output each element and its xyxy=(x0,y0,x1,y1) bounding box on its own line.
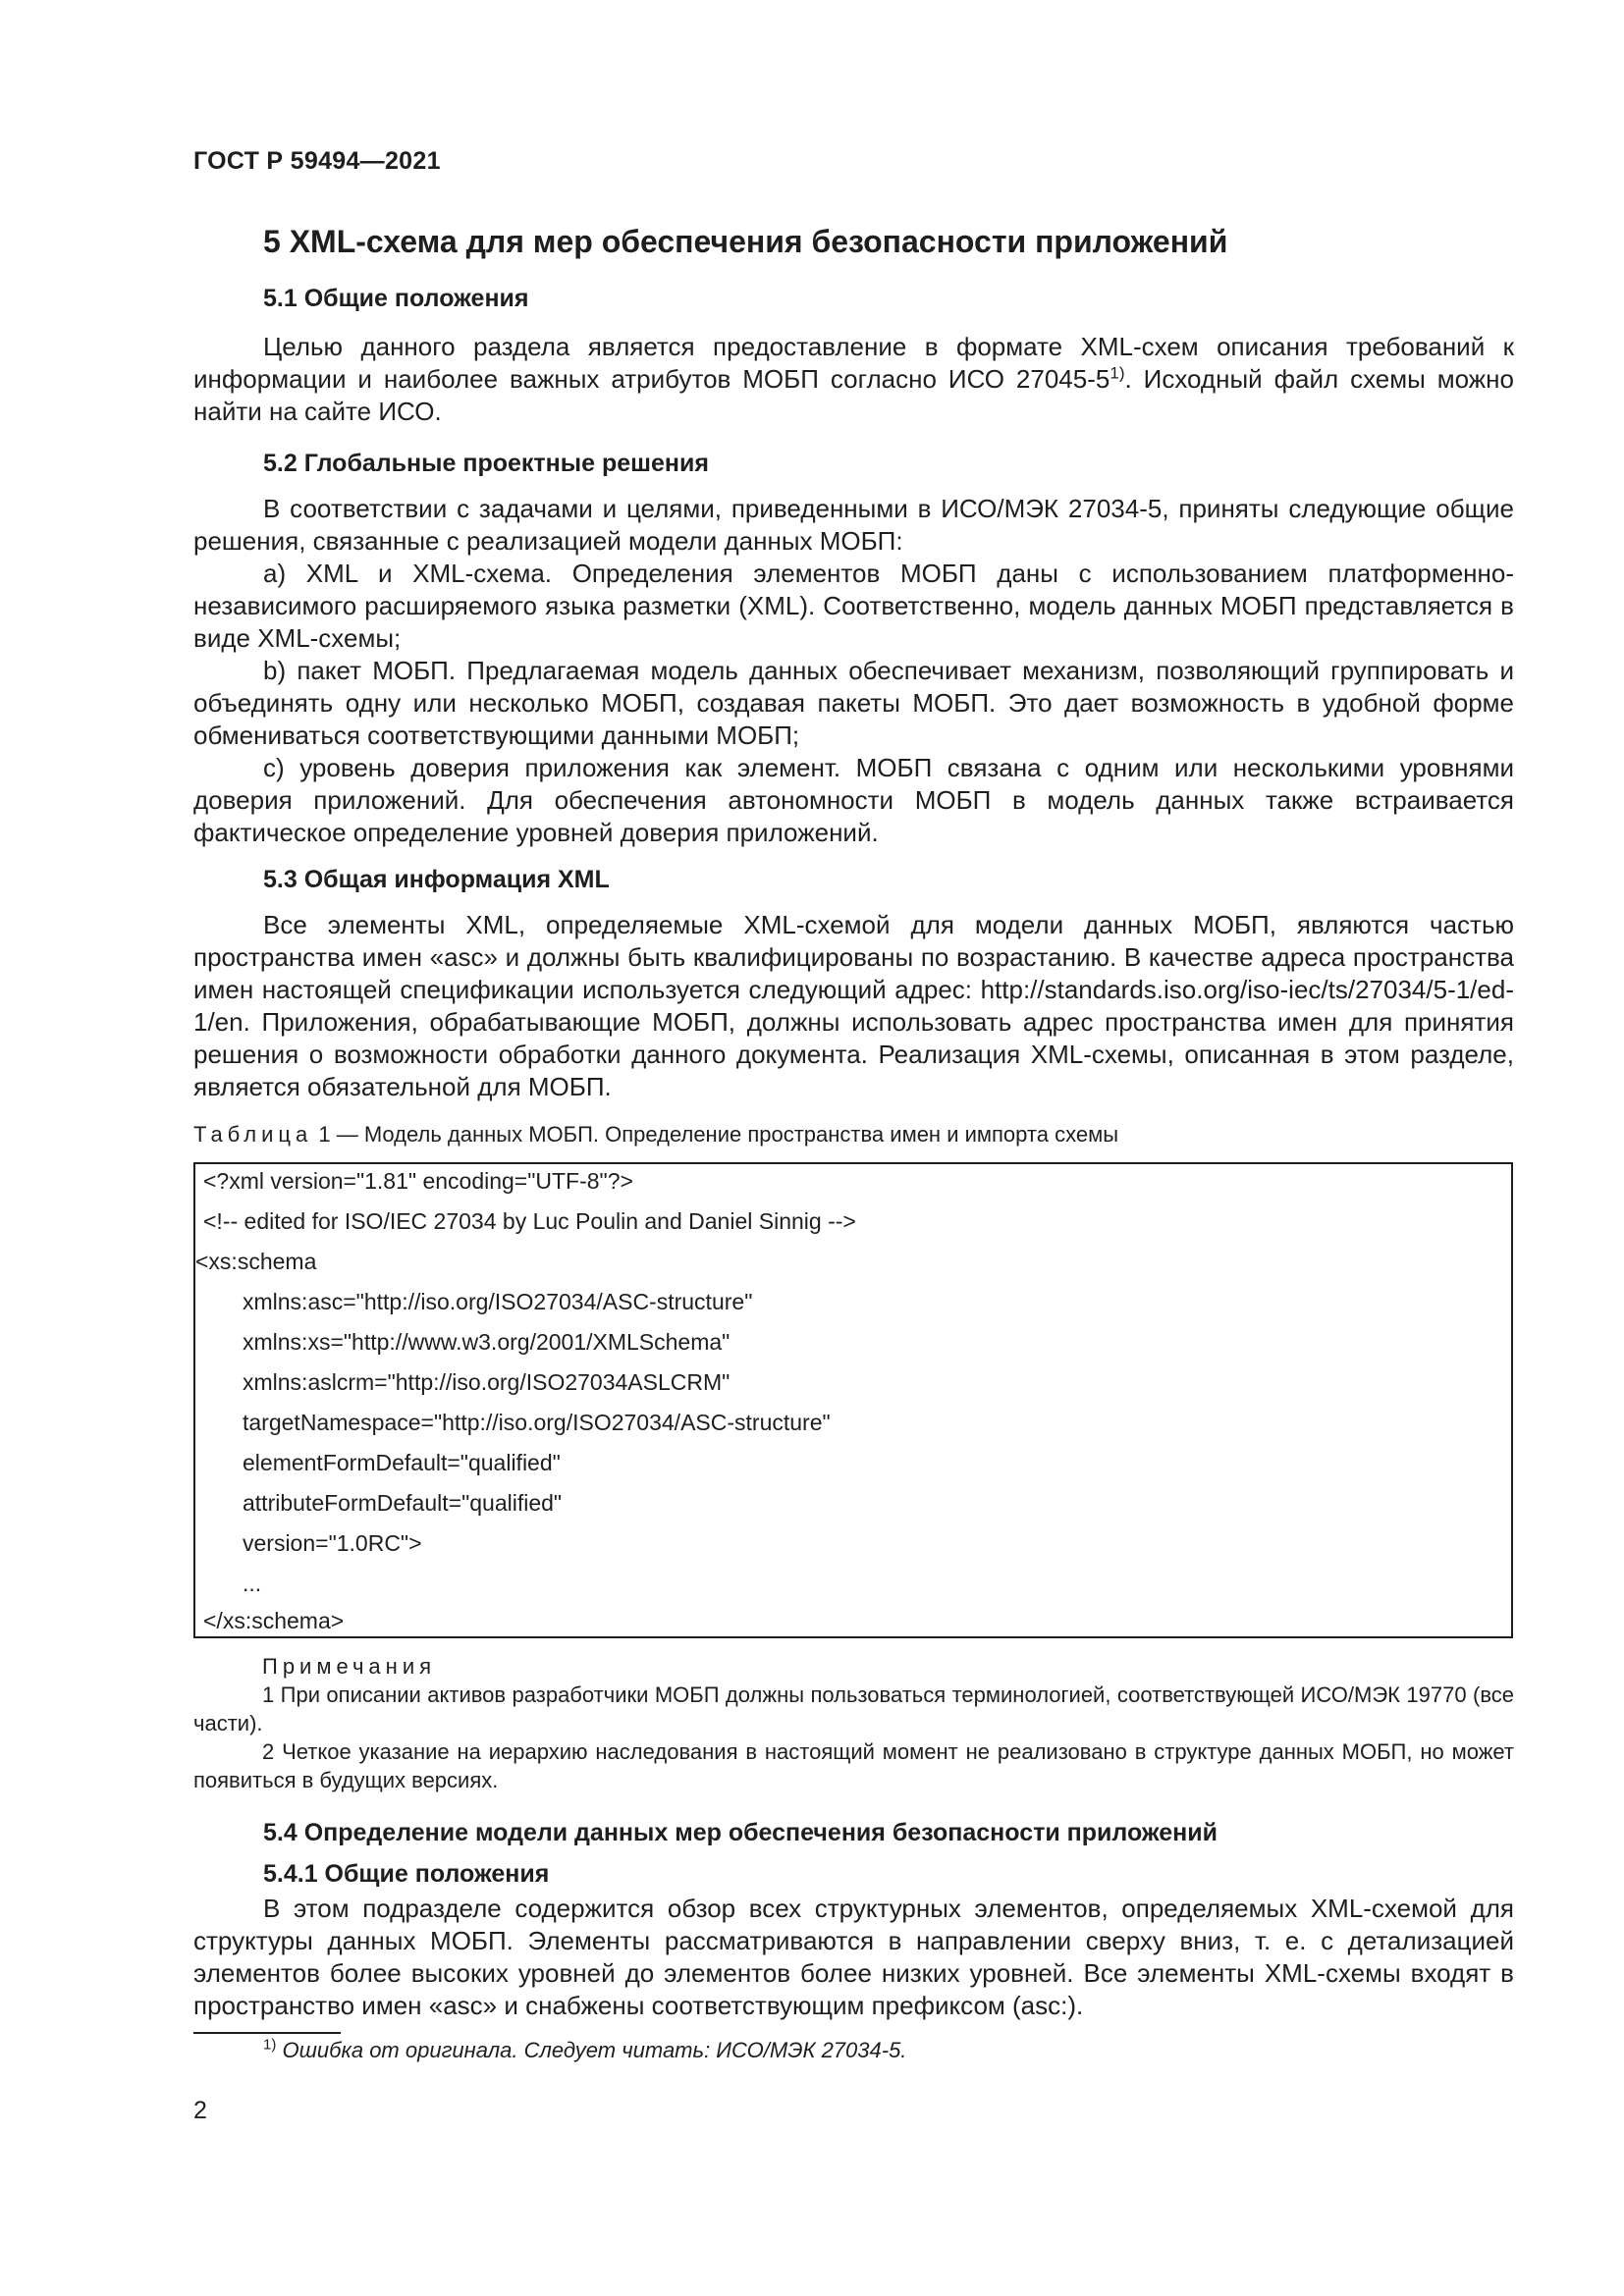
note-1: 1 При описании активов разработчики МОБП должны пользоваться терминологией, соответствующей ИСО/МЭК 19770 (все части). xyxy=(193,1682,1514,1735)
subsection-5-2-item-c: c) уровень доверия приложения как элемент. МОБП связана с одним или несколькими уровнями доверия приложений. Для обеспечения автономности МОБП в модель данных также встраивается фактическое определение уровней доверия приложений. xyxy=(193,753,1514,847)
table-caption-text: 1 — Модель данных МОБП. Определение пространства имен и импорта схемы xyxy=(312,1122,1119,1147)
subsection-5-1-title: 5.1 Общие положения xyxy=(263,285,529,312)
subsection-5-3-paragraph: Все элементы XML, определяемые XML-схемой для модели данных МОБП, являются частью пространства имен «asc» и должны быть квалифицированы по возрастанию. В качестве адреса пространства имен настоящей спецификации используется следующий адрес: http://standards.iso.org/iso-iec/ts/27034/5-1/ed-1/en. Приложения, обрабатывающие МОБП, должны использовать адрес пространства имен для принятия решения о возможности обработки данного документа. Реализация XML-схемы, описанная в этом разделе, является обязательной для МОБП. xyxy=(193,910,1514,1101)
code-line: targetNamespace="http://iso.org/ISO27034/ASC-structure" xyxy=(243,1410,831,1435)
footnote-marker: 1) xyxy=(263,2036,277,2054)
note-2: 2 Четкое указание на иерархию наследования в настоящий момент не реализовано в структуре данных МОБП, но может появиться в будущих версиях. xyxy=(193,1739,1514,1792)
code-line: <xs:schema xyxy=(195,1249,317,1274)
table-caption-label: Таблица xyxy=(193,1122,313,1147)
s51-text-part2: . Исходный файл схемы можно найти на сайте ИСО. xyxy=(193,364,1514,426)
code-line: </xs:schema> xyxy=(203,1608,345,1633)
xml-schema-table xyxy=(193,1162,1513,1638)
s51-text-part1: Целью данного раздела является предоставление в формате XML-схем описания требований к информации и наиболее важных атрибутов МОБП согласно ИСО 27045-5 xyxy=(193,332,1514,394)
subsection-5-2-intro: В соответствии с задачами и целями, приведенными в ИСО/МЭК 27034-5, приняты следующие общие решения, связанные с реализацией модели данных МОБП: xyxy=(193,494,1514,556)
notes-heading: Примечания xyxy=(262,1654,437,1679)
code-line: <?xml version="1.81" encoding="UTF-8"?> xyxy=(203,1168,633,1194)
page-number: 2 xyxy=(193,2097,207,2124)
code-line: xmlns:aslcrm="http://iso.org/ISO27034ASLCRM" xyxy=(243,1369,731,1395)
code-line: attributeFormDefault="qualified" xyxy=(243,1490,563,1516)
code-line: xmlns:asc="http://iso.org/ISO27034/ASC-structure" xyxy=(243,1289,753,1314)
subsection-5-4-1-paragraph: В этом подразделе содержится обзор всех структурных элементов, определяемых XML-схемой для структуры данных МОБП. Элементы рассматриваются в направлении сверху вниз, т. е. с детализацией элементов более высоких уровней до элементов более низких уровней. Все элементы XML-схемы входят в пространство имен «asc» и снабжены соответствующим префиксом (asc:). xyxy=(193,1894,1514,2020)
subsection-5-2-title: 5.2 Глобальные проектные решения xyxy=(263,450,709,477)
code-line: version="1.0RC"> xyxy=(243,1530,422,1556)
subsection-5-3-title: 5.3 Общая информация XML xyxy=(263,866,610,893)
table-notes xyxy=(193,1652,1514,1794)
code-line: <!-- edited for ISO/IEC 27034 by Luc Poulin and Daniel Sinnig --> xyxy=(203,1208,856,1234)
table-1-caption xyxy=(193,1122,1118,1148)
footnote-reference: 1) xyxy=(1110,363,1125,383)
footnote-divider xyxy=(193,2032,341,2034)
section-5-title: 5 XML-схема для мер обеспечения безопасности приложений xyxy=(263,224,1228,259)
document-code-header: ГОСТ Р 59494—2021 xyxy=(193,147,441,175)
footnote-text: Ошибка от оригинала. Следует читать: ИСО/МЭК 27034-5. xyxy=(282,2038,907,2062)
code-line: ... xyxy=(243,1571,262,1596)
code-line: xmlns:xs="http://www.w3.org/2001/XMLSchema" xyxy=(243,1329,731,1355)
code-line: elementFormDefault="qualified" xyxy=(243,1450,561,1475)
subsection-5-1-paragraph xyxy=(193,331,1514,428)
subsection-5-2-item-a: а) XML и XML-схема. Определения элементов МОБП даны с использованием платформенно-независимого расширяемого языка разметки (XML). Соответственно, модель данных МОБП представляется в виде XML-схемы; xyxy=(193,559,1514,653)
subsection-5-4-title: 5.4 Определение модели данных мер обеспечения безопасности приложений xyxy=(263,1819,1218,1846)
footnote xyxy=(263,2038,906,2063)
subsection-5-2-item-b: b) пакет МОБП. Предлагаемая модель данных обеспечивает механизм, позволяющий группировать и объединять одну или несколько МОБП, создавая пакеты МОБП. Это дает возможность в удобной форме обмениваться соответствующими данными МОБП; xyxy=(193,656,1514,750)
subsection-5-4-1-title: 5.4.1 Общие положения xyxy=(263,1860,550,1888)
